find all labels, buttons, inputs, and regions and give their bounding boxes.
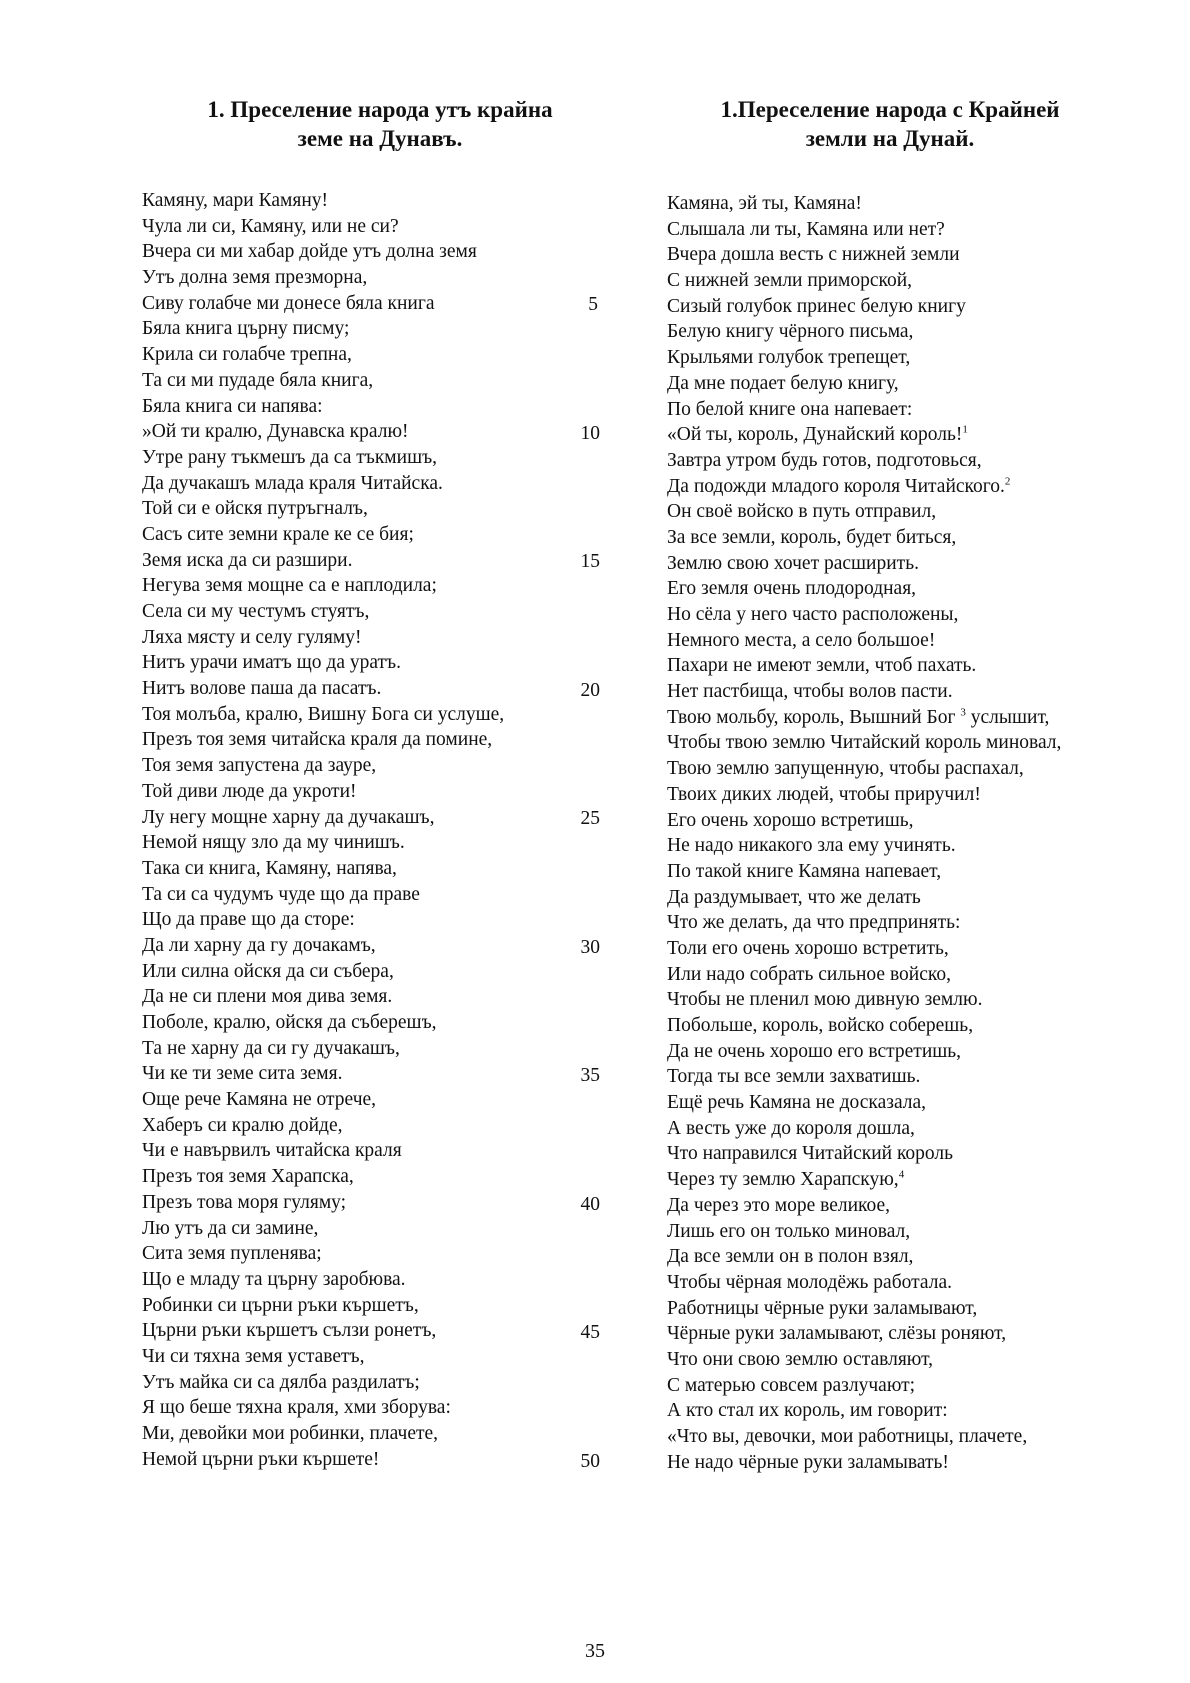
translation-line-text: Твою землю запущенную, чтобы распахал, (667, 758, 1024, 780)
verse-line: Тоя молъба, кралю, Вишну Бога си услуше, (142, 703, 505, 725)
translation-line (667, 448, 1167, 474)
line-number: 5 (588, 294, 598, 316)
verse-line: Тоя земя запустена да зауре, (142, 755, 377, 777)
verse-line: Църни ръки кършетъ сълзи ронетъ, (142, 1320, 437, 1342)
translation-line (667, 730, 1167, 756)
translation-line-text: Чтобы не пленил мою дивную землю. (667, 989, 983, 1011)
translation-line (667, 242, 1167, 268)
translation-line-text: По такой книге Камяна напевает, (667, 860, 942, 882)
translation-line (667, 756, 1167, 782)
line-number: 30 (580, 936, 600, 958)
verse-line: Презъ това моря гуляму; (142, 1191, 347, 1213)
line-number: 35 (580, 1065, 600, 1087)
translation-line-text: Землю свою хочет расширить. (667, 552, 919, 574)
verse-line: Чи е навървилъ читайска краля (142, 1140, 402, 1162)
translation-line (667, 936, 1167, 962)
verse-line: Ми, девойки мои робинки, плачете, (142, 1423, 439, 1444)
translation-line-text: Да мне подает белую книгу, (667, 372, 899, 394)
verse-line: Що е младу та църну заробюва. (142, 1268, 406, 1290)
verse-line: Чи си тяхна земя уставетъ, (142, 1345, 365, 1367)
verse-line: Още рече Камяна не отрече, (142, 1089, 377, 1111)
translation-line (667, 1013, 1167, 1039)
verse-line: Сиву голабче ми донесе бяла книга (142, 292, 435, 314)
translation-line-text: Белую книгу чёрного письма, (667, 321, 914, 343)
verse-line: Той диви люде да укроти! (142, 780, 357, 802)
footnote-mark: 4 (898, 1168, 905, 1181)
translation-line-text: Его очень хорошо встретишь, (667, 809, 914, 831)
line-number: 20 (580, 679, 600, 701)
translation-line (667, 294, 1167, 320)
verse-line: Вчера си ми хабар дойде утъ долна земя (142, 241, 477, 263)
translation-line (667, 551, 1167, 577)
translation-line (667, 1219, 1167, 1245)
translation-line-text: Вчера дошла весть с нижней земли (667, 244, 960, 266)
verse-line: Той си е ойскя путръгналъ, (142, 498, 368, 520)
translation-line (667, 1347, 1167, 1373)
line-number: 40 (580, 1193, 600, 1215)
translation-line-text: Не надо чёрные руки заламывать! (667, 1451, 949, 1473)
translation-line-text: Слышала ли ты, Камяна или нет? (667, 218, 945, 240)
verse-line: Или силна ойскя да си събера, (142, 960, 394, 982)
footnote-mark: 3 (960, 706, 966, 719)
translation-line (667, 910, 1167, 936)
verse-line: Така си книга, Камяну, напява, (142, 857, 397, 879)
translation-line (667, 268, 1167, 294)
translation-line-text: По белой книге она напевает: (667, 398, 913, 420)
translation-line-text: Его земля очень плодородная, (667, 578, 917, 600)
translation-line-text: Нет пастбища, чтобы волов пасти. (667, 681, 953, 703)
translation-line (667, 397, 1167, 423)
verse-line: Крила си голабче трепна, (142, 344, 352, 366)
translation-line (667, 833, 1167, 859)
translation-line-text: Лишь его он только миновал, (667, 1220, 911, 1242)
translation-line-text: Чтобы твою землю Читайский король миновал, (667, 732, 1062, 754)
translation-line-text: «Ой ты, король, Дунайский король! (667, 424, 963, 446)
verse-line: Села си му честумъ стуятъ, (142, 601, 370, 622)
verse-line: Утъ долна земя презморна, (142, 267, 368, 289)
translation-line-text: Через ту землю Харапскую, (667, 1169, 899, 1191)
verse-line: Чула ли си, Камяну, или не си? (142, 215, 399, 237)
translation-line-text: Да раздумывает, что же делать (667, 886, 921, 908)
translation-line (667, 1450, 1167, 1476)
translation-line (667, 705, 1167, 731)
translation-line-text: Немного места, а село большое! (667, 629, 936, 651)
verse-line: Камяну, мари Камяну! (142, 190, 329, 211)
verse-line: Лю утъ да си замине, (142, 1217, 319, 1239)
translation-line (667, 525, 1167, 551)
translation-line (667, 1373, 1167, 1399)
translation-line-text: Побольше, король, войско соберешь, (667, 1015, 974, 1036)
translation-line (667, 1424, 1167, 1450)
translation-line (667, 474, 1167, 500)
line-number: 15 (580, 551, 600, 573)
translation-line (667, 1321, 1167, 1347)
translation-line-text: Что направился Читайский король (667, 1143, 954, 1165)
translation-line-text: Не надо никакого зла ему учинять. (667, 835, 956, 857)
left-title-line-1: 1. Преселение народа утъ крайна (207, 97, 553, 122)
footnote-mark: 2 (1004, 475, 1011, 488)
translation-line-text: Чтобы чёрная молодёжь работала. (667, 1271, 952, 1293)
translation-line (667, 576, 1167, 602)
translation-line (667, 319, 1167, 345)
translation-line-text: Завтра утром будь готов, подготовься, (667, 449, 982, 471)
right-title-line-1: 1.Переселение народа с Крайней (720, 97, 1060, 122)
verse-line: Сита земя пупленява; (142, 1243, 322, 1265)
translation-line-text: Твоих диких людей, чтобы приручил! (667, 783, 981, 805)
translation-line-text: «Что вы, девочки, мои работницы, плачете, (667, 1426, 1028, 1447)
translation-line-text: Что же делать, да что предпринять: (667, 912, 961, 934)
translation-line-suffix: услышит, (965, 706, 1050, 728)
translation-line-text: Да все земли он в полон взял, (667, 1246, 914, 1268)
translation-line (667, 1296, 1167, 1322)
translation-line (667, 782, 1167, 808)
translation-line-text: А весть уже до короля дошла, (667, 1117, 915, 1139)
translation-line-text: Да подожди младого короля Читайского. (667, 475, 1005, 497)
translation-line (667, 1141, 1167, 1167)
translation-line-text: Что они свою землю оставляют, (667, 1348, 934, 1370)
verse-line: Нитъ урачи иматъ що да уратъ. (142, 652, 401, 674)
footnote-mark: 1 (962, 423, 968, 436)
verse-line: Утре рану тъкмешъ да са тъкмишъ, (142, 446, 438, 468)
translation-line (667, 859, 1167, 885)
translation-line (667, 1193, 1167, 1219)
translation-line (667, 1398, 1167, 1424)
translation-line-text: Твою мольбу, король, Вышний Бог (667, 706, 956, 728)
translation-line-text: Тогда ты все земли захватишь. (667, 1066, 921, 1088)
verse-line: Негува земя мощне са е наплодила; (142, 575, 437, 597)
translation-line (667, 962, 1167, 988)
verse-line: Лу негу мощне харну да дучакашъ, (142, 806, 435, 828)
verse-line: Чи ке ти земе сита земя. (142, 1063, 343, 1085)
translation-line-text: За все земли, король, будет биться, (667, 526, 957, 548)
verse-line: Та си ми пудаде бяла книга, (142, 369, 374, 391)
verse-line: Презъ тоя земя читайска краля да помине, (142, 729, 493, 751)
verse-line: Ляха мясту и селу гуляму! (142, 626, 362, 648)
page-number: 35 (585, 1640, 605, 1662)
verse-line: Поболе, кралю, ойскя да съберешъ, (142, 1012, 437, 1033)
verse-line: Бяла книга си напява: (142, 395, 323, 417)
verse-line: Да ли харну да гу дочакамъ, (142, 934, 376, 956)
translation-line-text: Камяна, эй ты, Камяна! (667, 193, 862, 214)
translation-line (667, 885, 1167, 911)
left-title-line-2: земе на Дунавъ. (297, 126, 463, 151)
translation-line (667, 1039, 1167, 1065)
translation-line-text: Крыльями голубок трепещет, (667, 347, 911, 369)
translation-line (667, 1116, 1167, 1142)
translation-line-text: Но сёла у него часто расположены, (667, 604, 959, 625)
translation-line-text: А кто стал их король, им говорит: (667, 1400, 948, 1422)
russian-translation-column (667, 191, 1167, 1475)
translation-line-text: Толи его очень хорошо встретить, (667, 937, 949, 959)
translation-line (667, 1244, 1167, 1270)
translation-line (667, 422, 1167, 448)
line-number: 50 (580, 1450, 600, 1472)
translation-line (667, 628, 1167, 654)
translation-line-text: Сизый голубок принес белую книгу (667, 295, 966, 317)
verse-line: Презъ тоя земя Харапска, (142, 1166, 354, 1188)
translation-line-text: С нижней земли приморской, (667, 270, 913, 292)
verse-line: Сасъ сите земни крале ке се бия; (142, 523, 414, 545)
verse-line: Утъ майка си са дялба раздилатъ; (142, 1371, 420, 1393)
verse-line: Та не харну да си гу дучакашъ, (142, 1037, 400, 1059)
translation-line-text: Он своё войско в путь отправил, (667, 501, 937, 523)
translation-line (667, 217, 1167, 243)
translation-line-text: Да не очень хорошо его встретишь, (667, 1040, 962, 1062)
line-number: 45 (580, 1322, 600, 1344)
verse-line: Земя иска да си разшири. (142, 549, 353, 571)
verse-line: Хаберъ си кралю дойде, (142, 1114, 343, 1136)
translation-line (667, 1167, 1167, 1193)
verse-line: Да не си плени моя дива земя. (142, 986, 393, 1008)
translation-line (667, 1090, 1167, 1116)
line-number: 25 (580, 808, 600, 830)
verse-line: Що да праве що да сторе: (142, 909, 355, 931)
verse-line: Я що беше тяхна краля, хми зборува: (142, 1397, 451, 1419)
left-title (150, 95, 610, 153)
translation-line-text: Чёрные руки заламывают, слёзы роняют, (667, 1323, 1007, 1345)
translation-line-text: Ещё речь Камяна не досказала, (667, 1092, 927, 1114)
verse-line: »Ой ти кралю, Дунавска кралю! (142, 421, 409, 443)
translation-line (667, 679, 1167, 705)
translation-line (667, 1064, 1167, 1090)
translation-line (667, 653, 1167, 679)
verse-line: Нитъ волове паша да пасатъ. (142, 678, 382, 700)
translation-line-text: Или надо собрать сильное войско, (667, 963, 951, 985)
translation-line (667, 191, 1167, 217)
right-title-line-2: земли на Дунай. (805, 126, 975, 151)
translation-line-text: Да через это море великое, (667, 1194, 891, 1216)
verse-line: Бяла книга църну писму; (142, 318, 350, 340)
translation-line (667, 1270, 1167, 1296)
translation-line (667, 499, 1167, 525)
translation-line-text: С матерью совсем разлучают; (667, 1374, 916, 1396)
translation-line-text: Работницы чёрные руки заламывают, (667, 1297, 978, 1319)
verse-line: Робинки си църни ръки кършетъ, (142, 1294, 419, 1316)
line-number: 10 (580, 422, 600, 444)
verse-line: Немой църни ръки кършете! (142, 1448, 380, 1470)
bulgarian-text-column (142, 188, 612, 1472)
translation-line (667, 987, 1167, 1013)
translation-line-text: Пахари не имеют земли, чтоб пахать. (667, 655, 977, 677)
verse-line: Немой нящу зло да му чинишъ. (142, 832, 405, 854)
translation-line (667, 371, 1167, 397)
translation-line (667, 602, 1167, 628)
verse-line: Та си са чудумъ чуде що да праве (142, 883, 420, 905)
translation-line (667, 808, 1167, 834)
verse-line: Да дучакашъ млада краля Читайска. (142, 472, 443, 494)
right-title (655, 95, 1125, 153)
translation-line (667, 345, 1167, 371)
